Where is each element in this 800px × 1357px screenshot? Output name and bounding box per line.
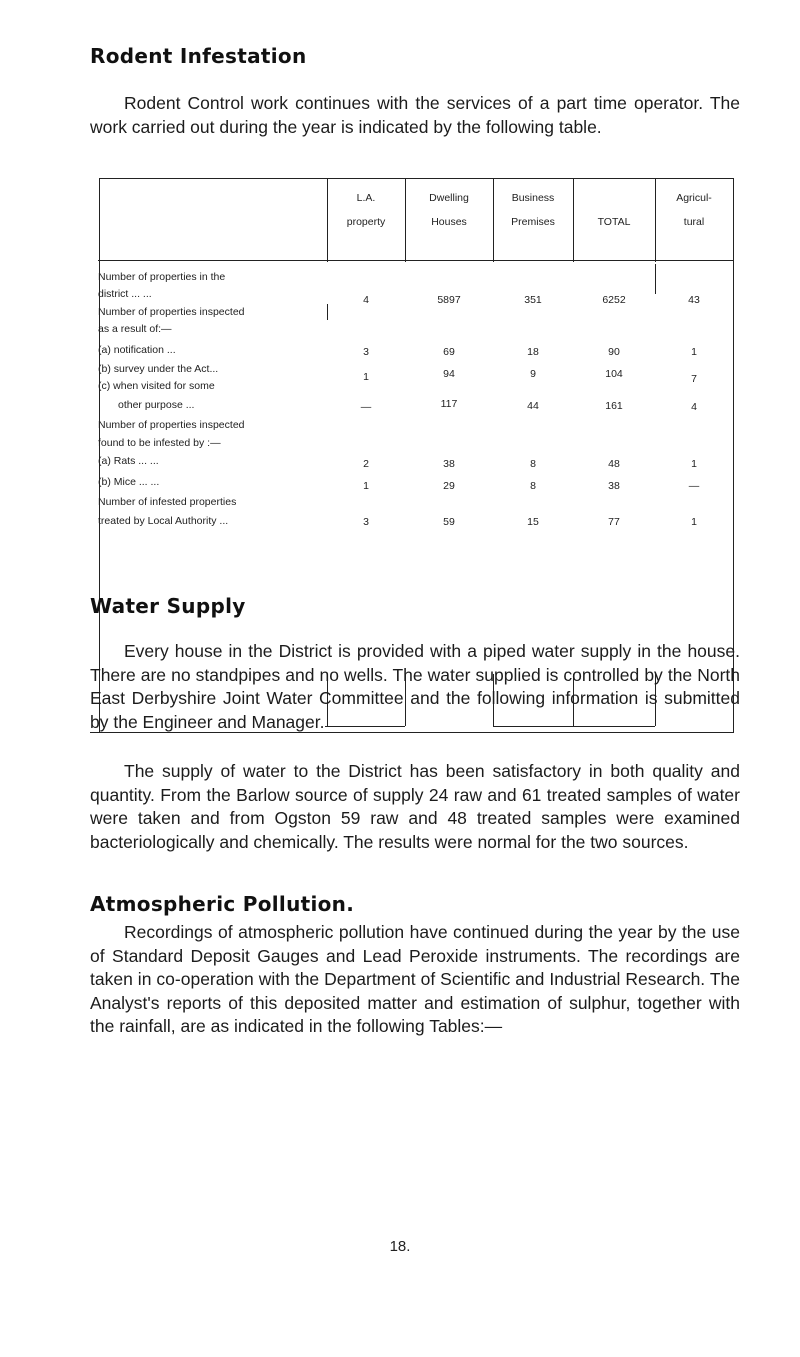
cell-la-district: 4 — [363, 294, 369, 306]
cell-dwelling-rats: 38 — [443, 458, 455, 470]
header-dwelling-houses — [405, 190, 493, 230]
col-divider-5b — [655, 264, 656, 294]
header-total-line2: TOTAL — [597, 216, 631, 228]
cell-total-other-purpose: 161 — [605, 400, 623, 412]
cell-total-treated: 77 — [608, 516, 620, 528]
col-divider-1b — [327, 304, 328, 320]
rodent-paragraph: Rodent Control work continues with the services of a part time operator. The work carried out during the year is indicated by the following table. — [90, 93, 740, 137]
cell-business-mice: 8 — [530, 480, 536, 492]
cell-dwelling-mice: 29 — [443, 480, 455, 492]
cell-total-notification: 90 — [608, 346, 620, 358]
cell-total-survey: 104 — [605, 368, 623, 380]
header-agri-line2: tural — [683, 216, 705, 228]
label-line: (b) survey under the Act... — [98, 363, 219, 375]
cell-la-notification: 3 — [363, 346, 369, 358]
header-business-premises — [493, 190, 573, 230]
header-la-line1: L.A. — [356, 192, 376, 204]
page-number: 18. — [389, 1238, 411, 1255]
cell-business-notification: 18 — [527, 346, 539, 358]
cell-dwelling-other-purpose: 117 — [440, 398, 458, 410]
cell-dwelling-treated: 59 — [443, 516, 455, 528]
table-top-rule — [100, 178, 734, 179]
label-line: (a) Rats ... ... — [98, 455, 159, 467]
header-total — [573, 190, 655, 230]
cell-agri-notification: 1 — [691, 346, 697, 358]
cell-la-mice: 1 — [363, 480, 369, 492]
header-agri-line1: Agricul- — [676, 192, 712, 204]
header-dwelling-line1: Dwelling — [429, 192, 469, 204]
atmospheric-heading: Atmospheric Pollution. — [90, 892, 355, 916]
cell-la-survey: 1 — [363, 371, 369, 383]
header-la-property — [327, 190, 405, 230]
cell-agri-rats: 1 — [691, 458, 697, 470]
cell-la-other-purpose: — — [360, 401, 372, 413]
label-line: Number of properties in the — [98, 271, 226, 283]
cell-agri-other-purpose: 4 — [691, 401, 697, 413]
cell-total-district: 6252 — [602, 294, 626, 306]
rodent-heading: Rodent Infestation — [90, 44, 307, 68]
label-line: as a result of:— — [98, 323, 172, 335]
cell-la-treated: 3 — [363, 516, 369, 528]
label-line: Number of infested properties — [98, 496, 237, 508]
header-total-line1 — [573, 190, 655, 206]
cell-agri-survey: 7 — [691, 373, 697, 385]
cell-dwelling-survey: 94 — [443, 368, 455, 380]
label-line: district ... ... — [98, 288, 152, 300]
label-line: Number of properties inspected — [98, 306, 245, 318]
header-agricultural — [655, 190, 733, 230]
cell-agri-mice: — — [688, 480, 700, 492]
cell-business-district: 351 — [524, 294, 542, 306]
header-business-line2: Premises — [511, 216, 555, 228]
cell-la-rats: 2 — [363, 458, 369, 470]
cell-business-other-purpose: 44 — [527, 400, 539, 412]
cell-dwelling-notification: 69 — [443, 346, 455, 358]
label-line: other purpose ... — [118, 399, 195, 411]
water-paragraph-1: Every house in the District is provided with a piped water supply in the house. There are no standpipes and no wells. The water supplied is controlled by the North East Derbyshire Joint Water Committee and the following information is submitted by the Engineer and Manager. — [90, 641, 740, 732]
label-line: (c) when visited for some — [98, 380, 215, 392]
cell-business-survey: 9 — [530, 368, 536, 380]
header-business-line1: Business — [511, 192, 555, 204]
label-line: Number of properties inspected — [98, 419, 245, 431]
label-line: found to be infested by :— — [98, 437, 221, 449]
header-la-line2: property — [346, 216, 386, 228]
cell-agri-treated: 1 — [691, 516, 697, 528]
cell-total-rats: 48 — [608, 458, 620, 470]
label-line: (b) Mice ... ... — [98, 476, 160, 488]
atmospheric-paragraph: Recordings of atmospheric pollution have continued during the year by the use of Standard Deposit Gauges and Lead Peroxide instruments. The recordings are taken in co-operation with the Department of Scientific and Industrial Research. The Analyst's reports of this deposited matter and estimation of sulphur, together with the rainfall, are as indicated in the following Tables:— — [90, 922, 740, 1036]
cell-total-mice: 38 — [608, 480, 620, 492]
water-heading: Water Supply — [90, 594, 246, 618]
water-paragraph-2: The supply of water to the District has been satisfactory in both quality and quantity. From the Barlow source of supply 24 raw and 61 treated samples of water were taken and from Ogston 59 raw and 48 treated samples were examined bacteriologically and chemically. The results were normal for the two sources. — [90, 761, 740, 852]
label-line: treated by Local Authority ... — [98, 515, 229, 527]
cell-business-treated: 15 — [527, 516, 539, 528]
cell-business-rats: 8 — [530, 458, 536, 470]
table-header-rule — [98, 260, 734, 261]
header-dwelling-line2: Houses — [431, 216, 467, 228]
cell-dwelling-district: 5897 — [437, 294, 461, 306]
label-line: (a) notification ... — [98, 344, 176, 356]
cell-agri-district: 43 — [688, 294, 700, 306]
